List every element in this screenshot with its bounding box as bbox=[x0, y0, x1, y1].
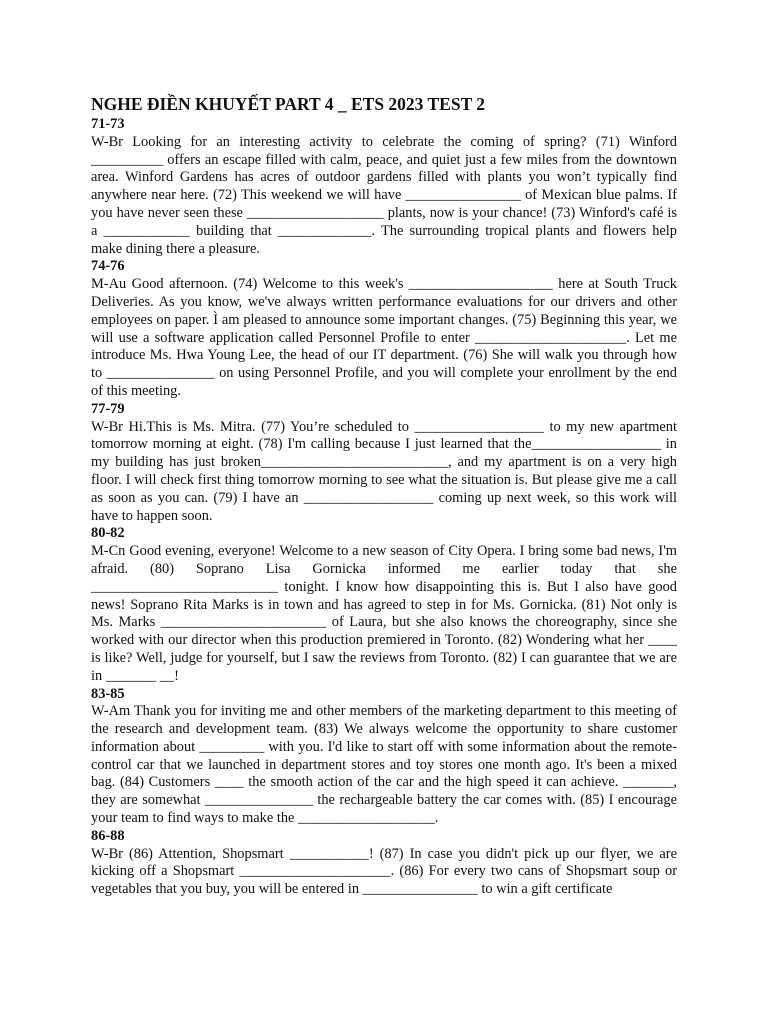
document-page bbox=[91, 93, 677, 899]
section-text: W-Br Looking for an interesting activity to celebrate the coming of spring? (71) Winford __________ offers an escape filled with calm, peace, and quiet just a few miles from the downtown area. Winford Gardens has acres of outdoor gardens filled with plants you won’t typically find anywhere near here. (72) This weekend we will have ________________ of Mexican blue palms. If you have never seen these ___________________ plants, now is your chance! (73) Winford's café is a ____________ building that _____________. The surrounding tropical plants and flowers help make dining there a pleasure. bbox=[91, 133, 677, 257]
section-77-79 bbox=[91, 401, 677, 526]
section-text: W-Br Hi.This is Ms. Mitra. (77) You’re scheduled to __________________ to my new apartment tomorrow morning at eight. (78) I'm calling because I just learned that the__________________ in my building has just broken__________________________, and my apartment is on a very high floor. I will check first thing tomorrow morning to see what the situation is. But please give me a call as soon as you can. (79) I have an __________________ coming up next week, so this work will have to happen soon. bbox=[91, 418, 677, 524]
section-86-88 bbox=[91, 828, 677, 899]
document-title: NGHE ĐIỀN KHUYẾT PART 4 _ ETS 2023 TEST 2 bbox=[91, 94, 486, 114]
section-83-85 bbox=[91, 686, 677, 828]
section-80-82 bbox=[91, 525, 677, 685]
section-range: 80-82 bbox=[91, 525, 125, 542]
section-range: 71-73 bbox=[91, 116, 125, 132]
section-text: W-Am Thank you for inviting me and other members of the marketing department to this meeting of the research and development team. (83) We always welcome the opportunity to share customer information about _________ with you. I'd like to start off with some information about the remote-control car that we launched in department stores and toy stores one month ago. It's been a mixed bag. (84) Customers ____ the smooth action of the car and the high speed it can achieve. _______, they are somewhat _______________ the rechargeable battery the car comes with. (85) I encourage your team to find ways to make the ___________________. bbox=[91, 703, 677, 827]
section-range: 83-85 bbox=[91, 685, 125, 702]
section-74-76 bbox=[91, 258, 677, 400]
section-range: 86-88 bbox=[91, 827, 125, 844]
section-text: M-Au Good afternoon. (74) Welcome to this week's ____________________ here at South Truck Deliveries. As you know, we've always written performance evaluations for our drivers and other employees on paper. Ì am pleased to announce some important changes. (75) Beginning this year, we will use a software application called Personnel Profile to enter _____________________. Let me introduce Ms. Hwa Young Lee, the head of our IT department. (76) She will walk you through how to _______________ on using Personnel Profile, and you will complete your enrollment by the end of this meeting. bbox=[91, 276, 677, 399]
section-71-73 bbox=[91, 116, 677, 258]
section-range: 77-79 bbox=[91, 400, 125, 417]
section-text: M-Cn Good evening, everyone! Welcome to a new season of City Opera. I bring some bad news, I'm afraid. (80) Soprano Lisa Gornicka informed me earlier today that she __________________________ tonight. I know how disappointing this is. But I also have good news! Soprano Rita Marks is in town and has agreed to step in for Ms. Gornicka. (81) Not only is Ms. Marks _______________________ of Laura, but she also knows the choreography, since she worked with our director when this production premiered in Toronto. (82) Wondering what her ____ is like? Well, judge for yourself, but I saw the reviews from Toronto. (82) I can guarantee that we are in _______ __! bbox=[91, 543, 677, 684]
section-range: 74-76 bbox=[91, 258, 125, 275]
section-text: W-Br (86) Attention, Shopsmart ___________! (87) In case you didn't pick up our flyer, we are kicking off a Shopsmart _____________________. (86) For every two cans of Shopsmart soup or vegetables that you buy, you will be entered in ________________ to win a gift certificate bbox=[91, 845, 677, 898]
